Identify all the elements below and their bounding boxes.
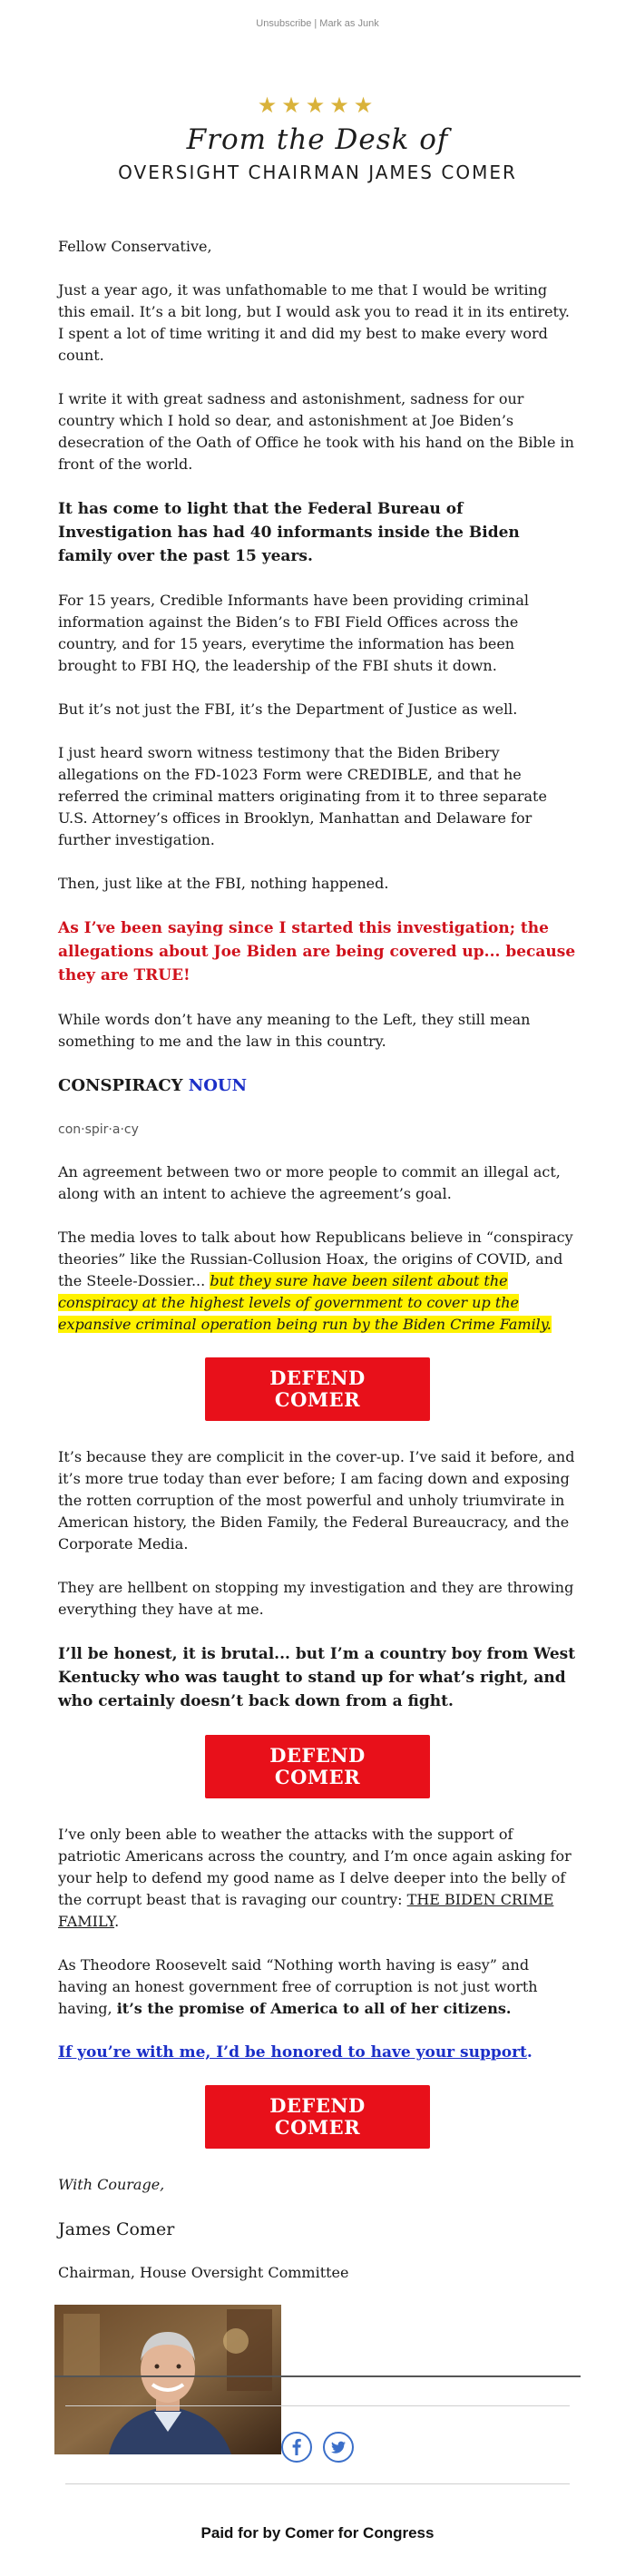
paragraph: But it’s not just the FBI, it’s the Department of Justice as well.	[58, 700, 518, 718]
paragraph: Just a year ago, it was unfathomable to me that I would be writing this email. It’s a bit long, but I would ask you to read it in its entirety. I spent a lot of time writing it and did my best to make every word count.	[58, 281, 570, 364]
paragraph-text: The media loves to talk about how Republicans believe in “conspiracy theories” like the Russian-Collusion Hoax, the origins of COVID, and the Steele-Dossier...	[58, 1229, 573, 1289]
facebook-icon[interactable]	[281, 2432, 312, 2463]
chairman-heading: OVERSIGHT CHAIRMAN JAMES COMER	[118, 162, 517, 183]
footer-divider	[54, 2375, 581, 2377]
twitter-icon[interactable]	[323, 2432, 354, 2463]
button-wrap	[58, 2085, 577, 2149]
unsubscribe-link[interactable]: Unsubscribe	[256, 18, 312, 29]
paragraph	[58, 1227, 577, 1336]
definition-term	[58, 1074, 577, 1098]
bold-paragraph: It has come to light that the Federal Bureau of Investigation has had 40 informants inside the Biden family over the past 15 years.	[58, 500, 520, 565]
paragraph: Then, just like at the FBI, nothing happened.	[58, 875, 389, 892]
support-link[interactable]: If you’re with me, I’d be honored to have your support	[58, 2043, 527, 2062]
definition: An agreement between two or more people to commit an illegal act, along with an intent to achieve the agreement’s goal.	[58, 1163, 561, 1202]
button-wrap	[58, 1357, 577, 1421]
paragraph: While words don’t have any meaning to the Left, they still mean something to me and the law in this country.	[58, 1011, 531, 1050]
signature-name: James Comer	[58, 2219, 175, 2239]
letter-body	[0, 236, 635, 2454]
stars-decoration: ★★★★★	[257, 93, 378, 118]
footer-divider	[65, 2405, 570, 2406]
mark-as-junk-link[interactable]: Mark as Junk	[319, 18, 379, 29]
defend-comer-button[interactable]: DEFEND COMER	[205, 2085, 430, 2149]
pronunciation: con·spir·a·cy	[58, 1122, 139, 1137]
paragraph: For 15 years, Credible Informants have been providing criminal information against the Biden’s to FBI Field Offices across the country, and for 15 years, everytime the information has been brought to FBI HQ, the leadership of the FBI shuts it down.	[58, 592, 529, 674]
bold-paragraph: I’ll be honest, it is brutal... but I’m a country boy from West Kentucky who was taught to stand up for what’s right, and who certainly doesn’t back down from a fight.	[58, 1645, 576, 1710]
paragraph-text: I’ve only been able to weather the attacks with the support of patriotic Americans across the country, and I’m once again asking for your help to defend my good name as I delve deeper into the belly of the corrupt beast that is ravaging our country:	[58, 1826, 572, 1908]
paragraph: I just heard sworn witness testimony that the Biden Bribery allegations on the FD-1023 Form were CREDIBLE, and that he referred the criminal matters originating from it to three separate U.S. Attorney’s offices in Brooklyn, Manhattan and Delaware for further investigation.	[58, 744, 547, 848]
signoff: With Courage,	[58, 2176, 165, 2193]
paragraph	[58, 1954, 577, 2020]
email-topbar	[0, 0, 635, 45]
social-links	[0, 2432, 635, 2463]
paragraph: I write it with great sadness and astonishment, sadness for our country which I hold so dear, and astonishment at Joe Biden’s desecration of the Oath of Office he took with his hand on the Bible in front of the world.	[58, 390, 574, 473]
link-period: .	[526, 2043, 532, 2062]
paragraph	[58, 1824, 577, 1933]
from-the-desk-heading: From the Desk of	[186, 123, 449, 156]
highlighted-text: but they sure have been silent about the conspiracy at the highest levels of government to cover up the expansive criminal operation being run by the Biden Crime Family.	[58, 1272, 552, 1333]
paragraph-text: .	[114, 1913, 120, 1930]
paid-for-disclaimer: Paid for by Comer for Congress	[200, 2524, 435, 2542]
paragraph-text: As Theodore Roosevelt said “Nothing worth having is easy” and having an honest government free of corruption is not just worth having,	[58, 1956, 538, 2017]
greeting: Fellow Conservative,	[58, 238, 212, 255]
button-wrap	[58, 1735, 577, 1798]
bold-text: it’s the promise of America to all of her citizens.	[116, 2000, 512, 2017]
underlined-text: THE BIDEN CRIME FAMILY	[58, 1891, 554, 1930]
topbar-separator: |	[314, 18, 318, 29]
signature-title: Chairman, House Oversight Committee	[58, 2264, 349, 2281]
footer-divider	[65, 2483, 570, 2484]
paragraph: They are hellbent on stopping my investigation and they are throwing everything they have at me.	[58, 1579, 574, 1618]
letter-header	[0, 45, 635, 185]
red-callout: As I’ve been saying since I started this investigation; the allegations about Joe Biden are being covered up... because they are TRUE!	[58, 919, 576, 984]
paragraph: It’s because they are complicit in the cover-up. I’ve said it before, and it’s more true today than ever before; I am facing down and exposing the rotten corruption of the most powerful and unholy triumvirate in American history, the Biden Family, the Federal Bureaucracy, and the Corporate Media.	[58, 1448, 575, 1552]
defend-comer-button[interactable]: DEFEND COMER	[205, 1735, 430, 1798]
defend-comer-button[interactable]: DEFEND COMER	[205, 1357, 430, 1421]
support-paragraph	[58, 2042, 577, 2063]
term-part-of-speech: NOUN	[188, 1076, 248, 1095]
term-word: CONSPIRACY	[58, 1076, 183, 1095]
